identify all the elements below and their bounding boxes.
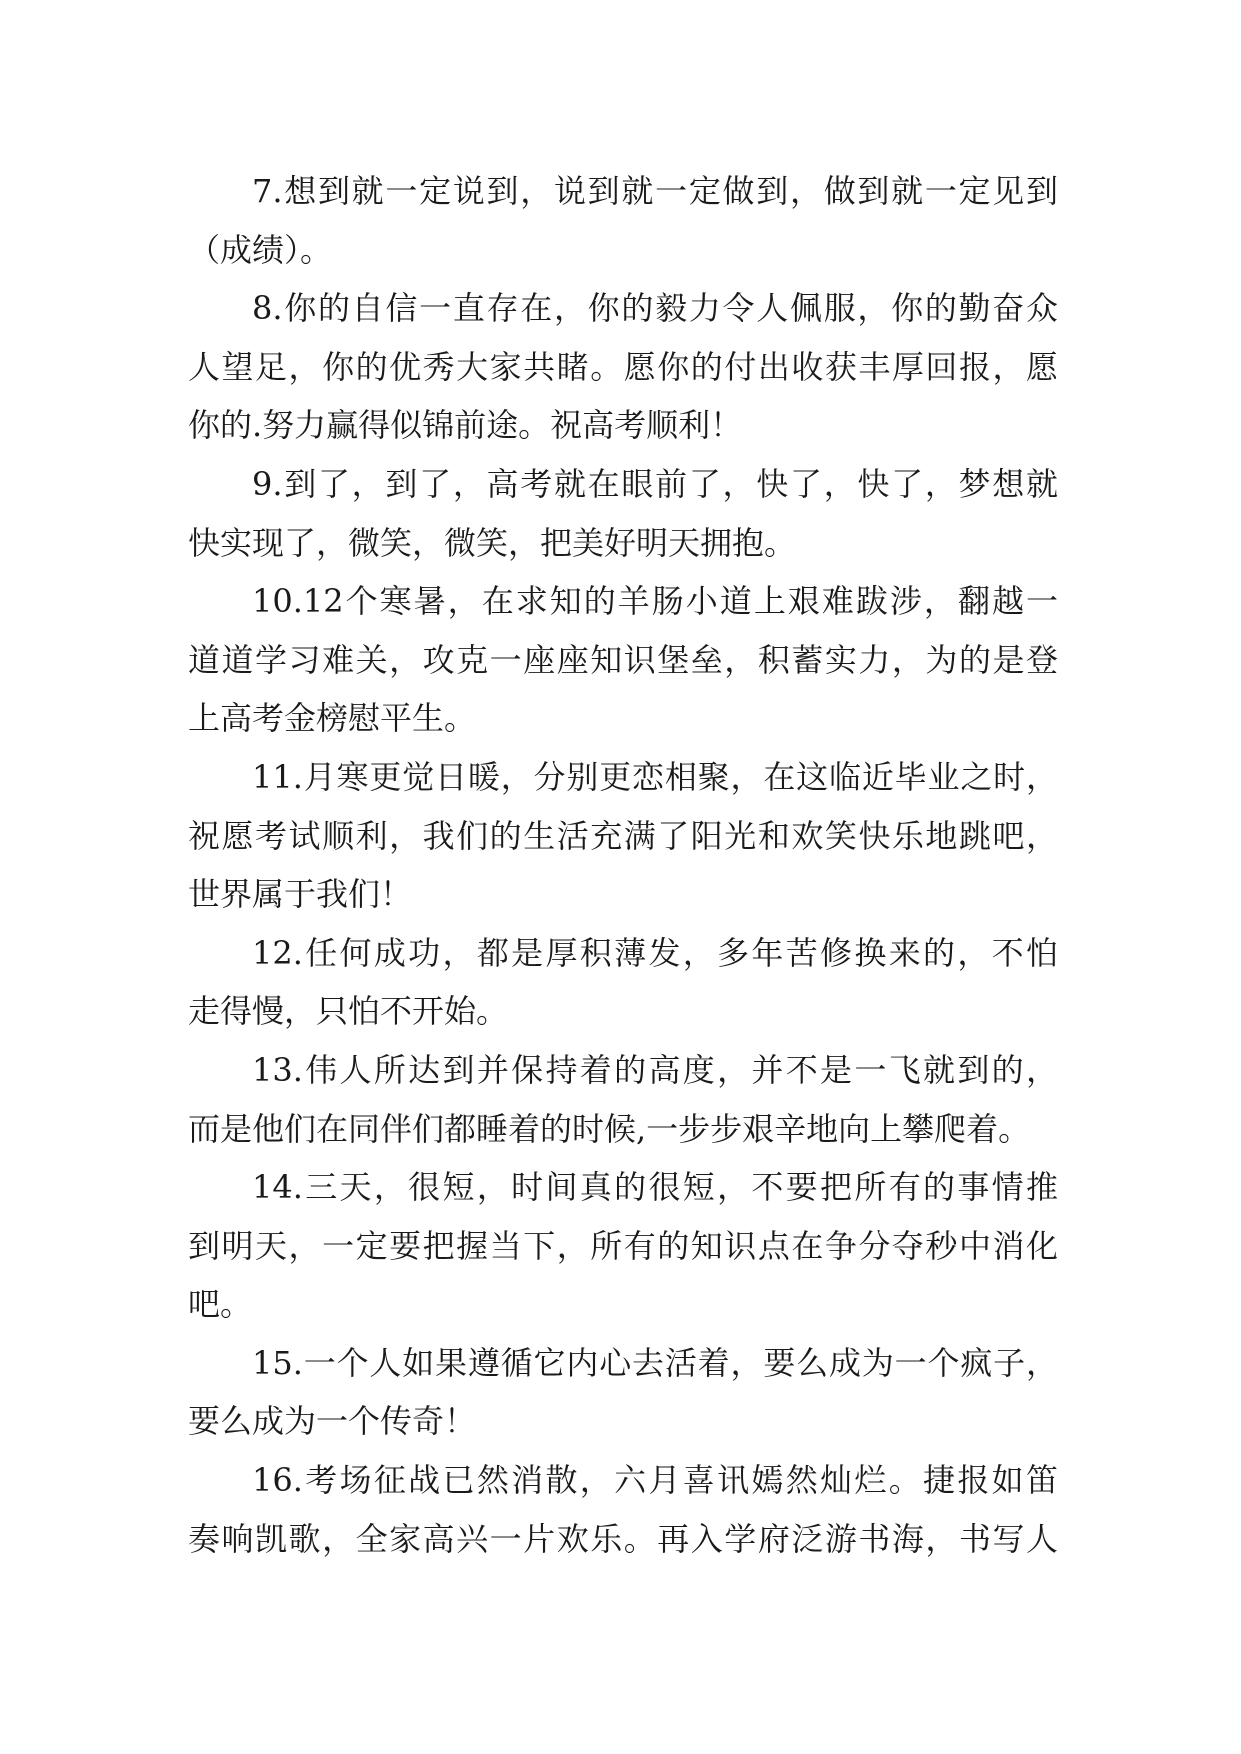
paragraph-14-line-3: 吧。: [188, 1285, 253, 1324]
paragraph-11-line-2: 祝愿考试顺利，我们的生活充满了阳光和欢笑快乐地跳吧，: [188, 816, 1058, 855]
paragraph-11-line-1: 11.月寒更觉日暖，分别更恋相聚，在这临近毕业之时，: [252, 757, 1058, 796]
paragraph-8-line-2: 人望足，你的优秀大家共睹。愿你的付出收获丰厚回报，愿: [188, 347, 1058, 386]
paragraph-13-line-1: 13.伟人所达到并保持着的高度，并不是一飞就到的，: [252, 1050, 1058, 1089]
paragraph-10-line-3: 上高考金榜慰平生。: [188, 699, 477, 738]
paragraph-13-line-2: 而是他们在同伴们都睡着的时候,一步步艰辛地向上攀爬着。: [188, 1109, 1031, 1148]
paragraph-16-line-2: 奏响凯歌，全家高兴一片欢乐。再入学府泛游书海，书写人: [188, 1519, 1058, 1558]
paragraph-12-line-2: 走得慢，只怕不开始。: [188, 992, 509, 1031]
paragraph-10-line-1: 10.12个寒暑，在求知的羊肠小道上艰难跋涉，翻越一: [252, 582, 1058, 621]
paragraph-15-line-2: 要么成为一个传奇！: [188, 1402, 477, 1441]
paragraph-9-line-1: 9.到了，到了，高考就在眼前了，快了，快了，梦想就: [252, 464, 1058, 503]
paragraph-14-line-2: 到明天，一定要把握当下，所有的知识点在争分夺秒中消化: [188, 1226, 1058, 1265]
paragraph-8-line-3: 你的.努力赢得似锦前途。祝高考顺利！: [188, 406, 743, 445]
paragraph-15-line-1: 15.一个人如果遵循它内心去活着，要么成为一个疯子，: [252, 1343, 1058, 1382]
paragraph-7-line-1: 7.想到就一定说到，说到就一定做到，做到就一定见到: [252, 172, 1058, 210]
paragraph-14-line-1: 14.三天，很短，时间真的很短，不要把所有的事情推: [252, 1168, 1058, 1207]
paragraph-11-line-3: 世界属于我们！: [188, 875, 413, 914]
paragraph-7-line-2: （成绩）。: [188, 230, 333, 269]
paragraph-10-line-2: 道道学习难关，攻克一座座知识堡垒，积蓄实力，为的是登: [188, 640, 1058, 679]
paragraph-8-line-1: 8.你的自信一直存在，你的毅力令人佩服，你的勤奋众: [252, 289, 1058, 328]
paragraph-9-line-2: 快实现了，微笑，微笑，把美好明天拥抱。: [188, 523, 797, 562]
paragraph-12-line-1: 12.任何成功，都是厚积薄发，多年苦修换来的，不怕: [252, 933, 1058, 972]
document-body: [188, 162, 1058, 1568]
paragraph-16-line-1: 16.考场征战已然消散，六月喜讯嫣然灿烂。捷报如笛: [252, 1461, 1058, 1500]
